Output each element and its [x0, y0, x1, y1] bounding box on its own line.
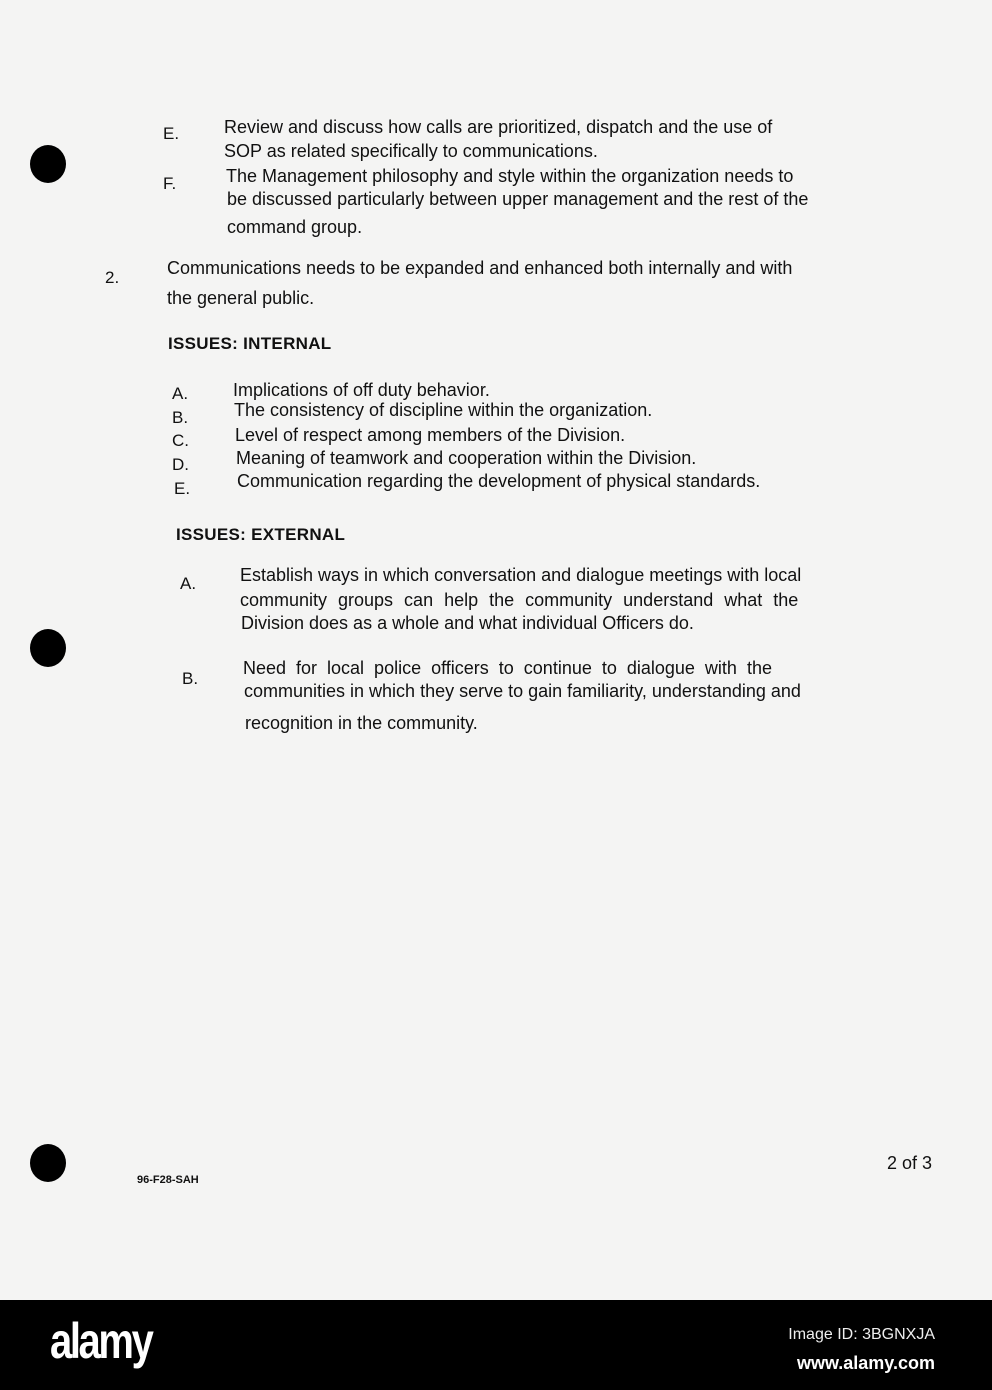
- item-line: Need for local police officers to continue to dialogue with the: [243, 658, 772, 678]
- external-heading: ISSUES: EXTERNAL: [176, 525, 346, 544]
- point-line: Communications needs to be expanded and enhanced both internally and with: [167, 258, 793, 278]
- item-line: be discussed particularly between upper management and the rest of the: [227, 189, 809, 209]
- item-label: F.: [163, 174, 177, 193]
- item-line: community groups can help the community understand what the: [240, 590, 799, 610]
- item-label: C.: [172, 431, 189, 450]
- item-line: recognition in the community.: [245, 713, 478, 733]
- punch-hole: [30, 145, 66, 183]
- item-label: B.: [172, 408, 189, 427]
- item-label: D.: [172, 455, 189, 474]
- item-text: Implications of off duty behavior.: [233, 380, 490, 400]
- item-text: Communication regarding the development of physical standards.: [237, 471, 761, 491]
- item-label: A.: [180, 574, 197, 593]
- item-text: Level of respect among members of the Division.: [235, 425, 626, 445]
- item-line: Establish ways in which conversation and dialogue meetings with local: [240, 565, 802, 585]
- point-label: 2.: [105, 268, 120, 287]
- item-line: Review and discuss how calls are prioritized, dispatch and the use of: [224, 117, 773, 137]
- watermark-url: www.alamy.com: [796, 1353, 935, 1373]
- punch-hole: [30, 629, 66, 667]
- watermark-bar: [0, 1300, 992, 1390]
- item-line: Division does as a whole and what individual Officers do.: [241, 613, 694, 633]
- item-label: E.: [174, 479, 191, 498]
- punch-hole: [30, 1144, 66, 1182]
- page-number: 2 of 3: [887, 1153, 933, 1173]
- item-line: communities in which they serve to gain familiarity, understanding and: [244, 681, 801, 701]
- point-line: the general public.: [167, 288, 315, 308]
- item-text: The consistency of discipline within the organization.: [234, 400, 653, 420]
- alamy-logo: alamy: [50, 1313, 152, 1369]
- internal-heading: ISSUES: INTERNAL: [168, 334, 332, 353]
- item-label: E.: [163, 124, 180, 143]
- item-line: SOP as related specifically to communications.: [224, 141, 598, 161]
- item-line: command group.: [227, 217, 363, 237]
- item-label: B.: [182, 669, 199, 688]
- item-text: Meaning of teamwork and cooperation within the Division.: [236, 448, 697, 468]
- item-label: A.: [172, 384, 189, 403]
- item-line: The Management philosophy and style within the organization needs to: [226, 166, 794, 186]
- document-code: 96-F28-SAH: [137, 1174, 199, 1186]
- image-id: Image ID: 3BGNXJA: [788, 1326, 935, 1343]
